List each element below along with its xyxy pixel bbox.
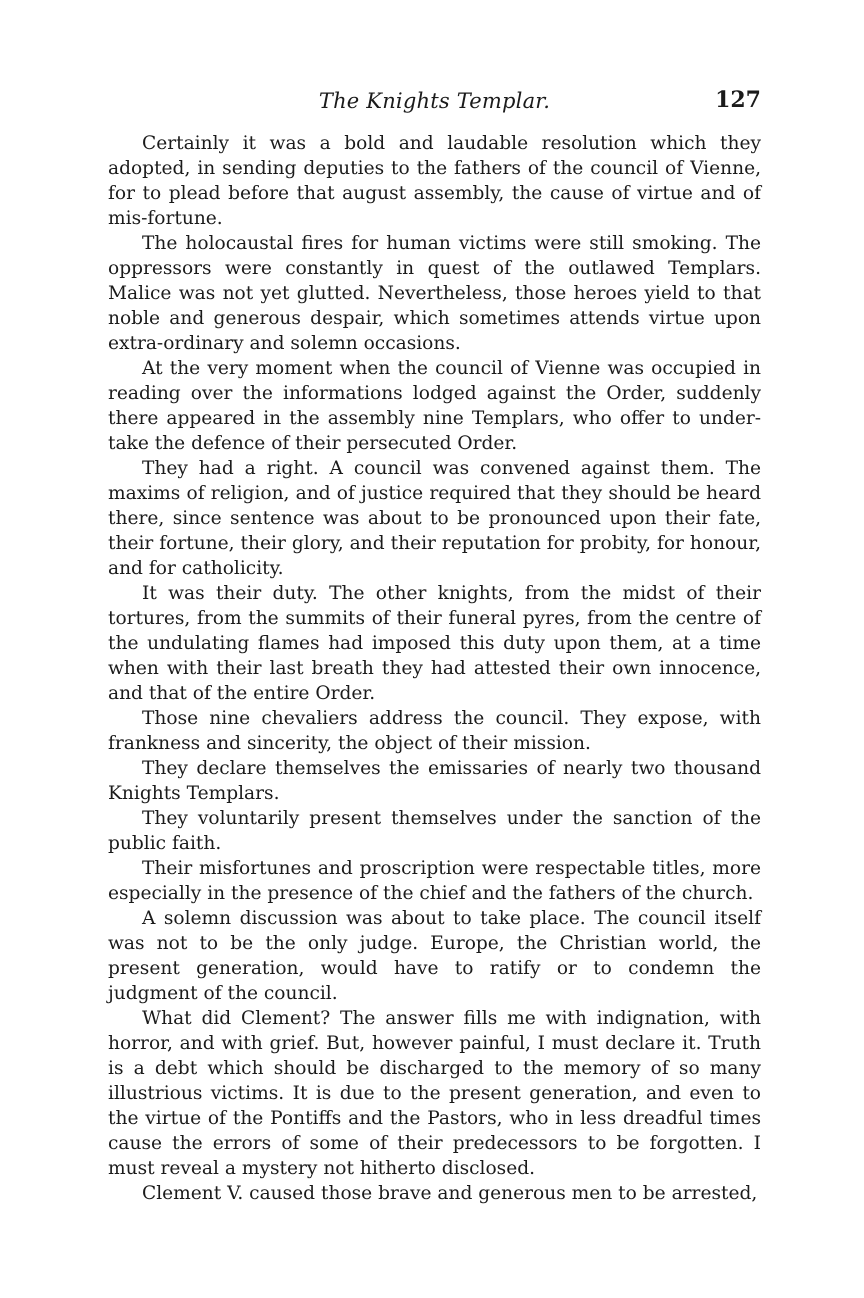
paragraph: Their misfortunes and proscription were respectable titles, more especially in the presence of the chief and the fathers of the church.: [108, 858, 761, 904]
paragraph: Those nine chevaliers address the council. They expose, with frankness and sincerity, the object of their mission.: [108, 708, 761, 754]
body-text: [108, 131, 761, 1206]
paragraph: A solemn discussion was about to take place. The council itself was not to be the only judge. Europe, the Christian world, the present generation, would have to ratify or to condemn the judgment of the council.: [108, 908, 761, 1004]
running-title: The Knights Templar.: [318, 89, 551, 113]
running-head: [108, 85, 761, 125]
paragraph: It was their duty. The other knights, from the midst of their tortures, from the summits of their funeral pyres, from the centre of the undulating flames had imposed this duty upon them, at a time when with their last breath they had attested their own innocence, and that of the entire Order.: [108, 583, 761, 704]
paragraph: What did Clement? The answer fills me with indignation, with horror, and with grief. But, however painful, I must declare it. Truth is a debt which should be discharged to the memory of so many illustrious victims. It is due to the present generation, and even to the virtue of the Pontiffs and the Pastors, who in less dreadful times cause the errors of some of their predecessors to be forgotten. I must reveal a mystery not hitherto disclosed.: [108, 1008, 761, 1179]
paragraph: Certainly it was a bold and laudable resolution which they adopted, in sending deputies to the fathers of the council of Vienne, for to plead before that august assembly, the cause of virtue and of mis-fortune.: [108, 133, 761, 229]
paragraph: They had a right. A council was convened against them. The maxims of religion, and of justice required that they should be heard there, since sentence was about to be pronounced upon their fate, their fortune, their glory, and their reputation for probity, for honour, and for catholicity.: [108, 458, 761, 579]
page-number: 127: [715, 87, 761, 113]
paragraph: They declare themselves the emissaries of nearly two thousand Knights Templars.: [108, 758, 761, 804]
paragraph: At the very moment when the council of Vienne was occupied in reading over the informations lodged against the Order, suddenly there appeared in the assembly nine Templars, who offer to under-take the defence of their persecuted Order.: [108, 358, 761, 454]
paragraph: The holocaustal fires for human victims were still smoking. The oppressors were constantly in quest of the outlawed Templars. Malice was not yet glutted. Nevertheless, those heroes yield to that noble and generous despair, which sometimes attends virtue upon extra-ordinary and solemn occasions.: [108, 233, 761, 354]
paragraph: They voluntarily present themselves under the sanction of the public faith.: [108, 808, 761, 854]
paragraph: Clement V. caused those brave and generous men to be arrested,: [142, 1183, 758, 1204]
